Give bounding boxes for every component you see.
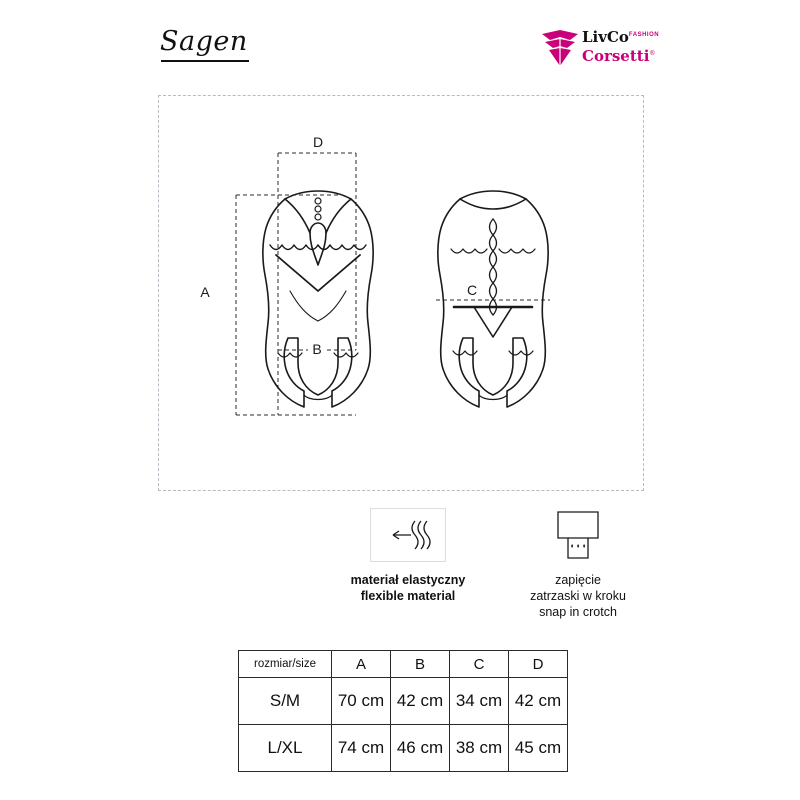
feature-snap-crotch	[478, 508, 678, 620]
front-right-strap	[326, 199, 351, 233]
feature-elastic-caption-pl: materiał elastyczny	[350, 573, 466, 587]
logo-trademark: ®	[649, 50, 656, 57]
front-waist-lines	[290, 291, 346, 321]
logo-fashion-superscript: FASHION	[628, 32, 660, 38]
logo-line-one: LivCo$^{FASHION}$	[582, 28, 660, 46]
snap-crotch-icon-box	[540, 508, 616, 562]
back-lower-v	[474, 307, 512, 337]
title-underline	[161, 60, 249, 62]
garment-back-view	[438, 191, 548, 407]
table-col-a: A	[332, 651, 391, 678]
front-bust-scallop-right	[318, 245, 366, 250]
row-size-label: L/XL	[239, 725, 332, 772]
feature-snap-caption-en: snap in crotch	[539, 605, 617, 619]
feature-elastic-caption-en: flexible material	[360, 589, 456, 603]
front-underbust-v	[276, 255, 360, 291]
table-col-b: B	[391, 651, 450, 678]
measure-label-a: A	[200, 284, 210, 300]
row-value-a: 70 cm	[332, 678, 391, 725]
front-center-beading	[315, 198, 321, 220]
back-center-scallop-right	[493, 219, 497, 315]
table-col-c: C	[450, 651, 509, 678]
logo-line-two: Corsetti®	[582, 47, 656, 65]
row-value-d: 45 cm	[509, 725, 568, 772]
table-col-d: D	[509, 651, 568, 678]
page-title: Sagen	[160, 26, 248, 57]
back-upper-scallop-left	[451, 249, 487, 253]
row-size-label: S/M	[239, 678, 332, 725]
elastic-material-icon	[371, 509, 445, 561]
row-value-b: 42 cm	[391, 678, 450, 725]
table-row	[239, 678, 568, 725]
elastic-material-icon-box	[370, 508, 446, 562]
front-left-strap	[285, 199, 310, 233]
table-corner-label: rozmiar/size	[239, 651, 332, 678]
back-neckline	[460, 199, 526, 209]
logo-text	[582, 27, 660, 65]
measure-label-c: C	[466, 282, 478, 298]
row-value-d: 42 cm	[509, 678, 568, 725]
page-header	[0, 0, 800, 95]
front-keyhole	[310, 223, 326, 265]
garment-technical-drawing	[158, 95, 644, 491]
back-upper-scallop-right	[499, 249, 535, 253]
measure-label-b: B	[312, 341, 322, 357]
row-value-c: 34 cm	[450, 678, 509, 725]
brand-logo	[540, 26, 660, 70]
row-value-c: 38 cm	[450, 725, 509, 772]
table-row	[239, 725, 568, 772]
row-value-b: 46 cm	[391, 725, 450, 772]
feature-icons	[158, 500, 644, 640]
row-value-a: 74 cm	[332, 725, 391, 772]
logo-mark-icon	[540, 28, 580, 68]
measure-label-d: D	[312, 134, 324, 150]
snap-crotch-icon	[540, 508, 616, 562]
table-header-row	[239, 651, 568, 678]
feature-snap-caption-pl1: zapięcie	[555, 573, 601, 587]
feature-snap-caption-pl2: zatrzaski w kroku	[530, 589, 626, 603]
garment-front-view	[263, 191, 373, 407]
size-table	[238, 650, 568, 772]
